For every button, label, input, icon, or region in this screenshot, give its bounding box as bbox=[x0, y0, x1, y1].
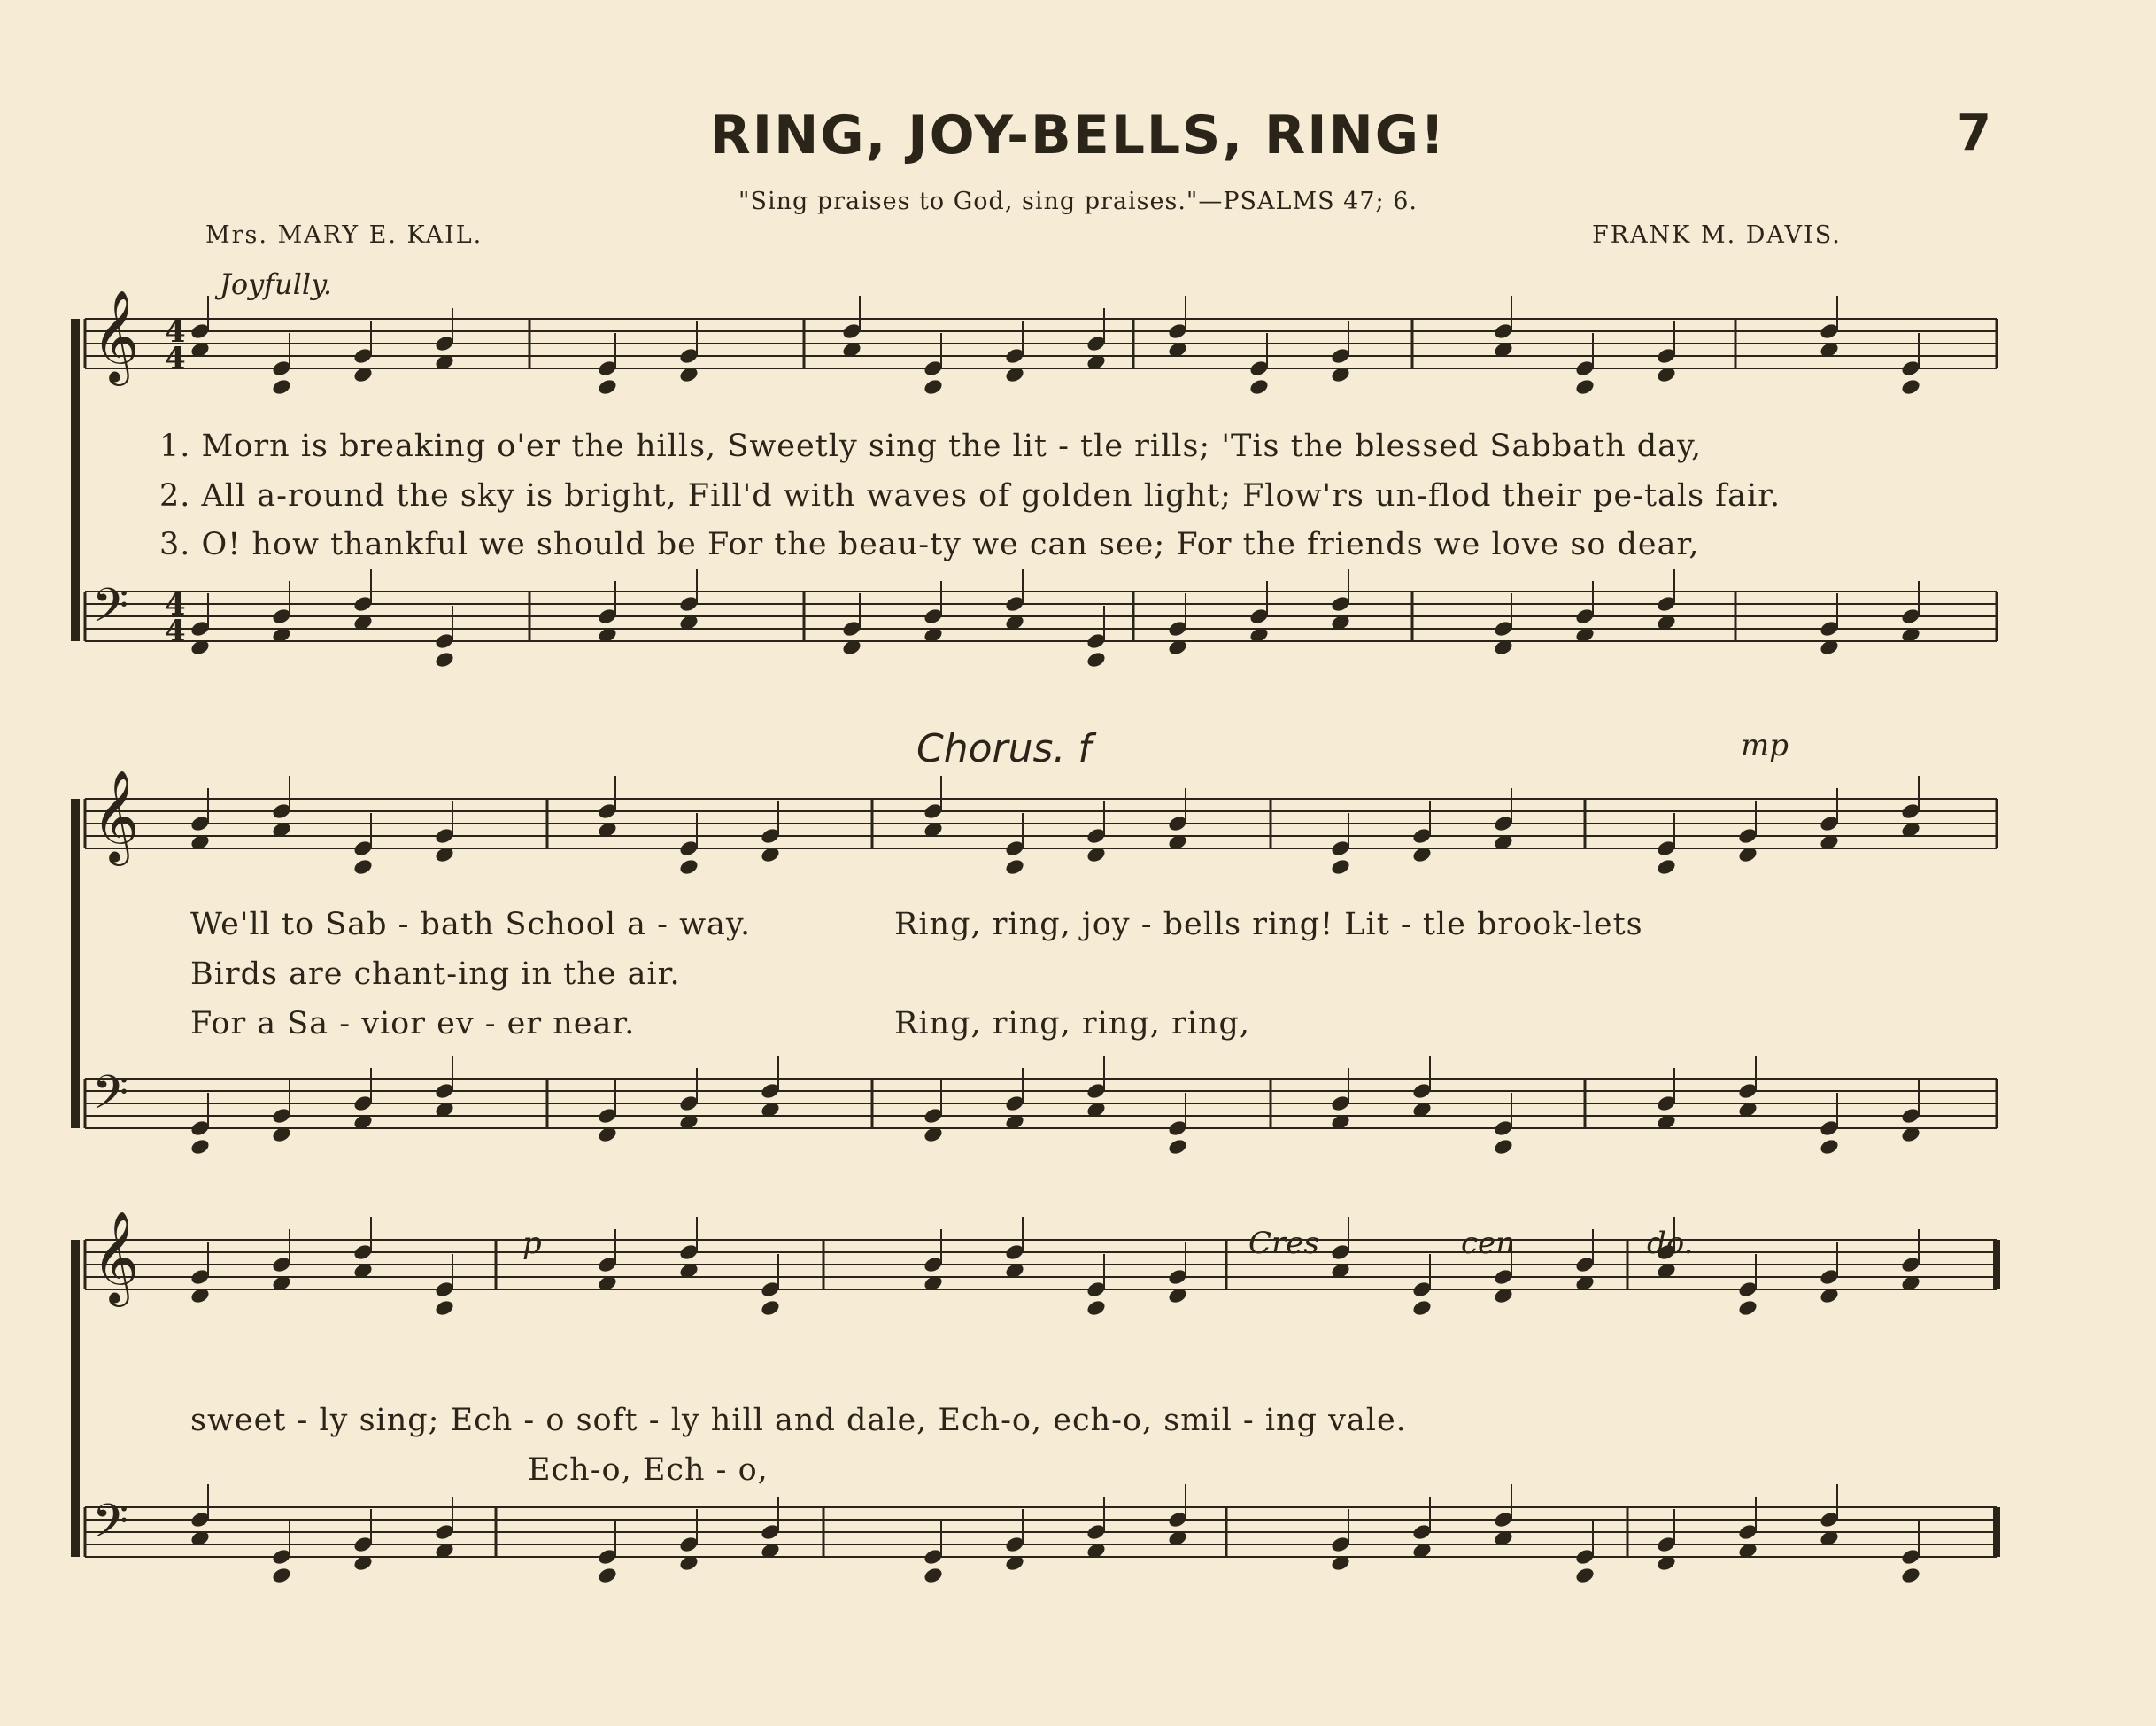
verse-3-line: For a Sa - vior ev - er near. bbox=[190, 1006, 636, 1041]
system-brace bbox=[71, 319, 80, 641]
bass-clef-icon: 𝄢 bbox=[92, 579, 129, 645]
chorus-line: Ring, ring, ring, ring, bbox=[894, 1006, 1250, 1041]
notehead-icon bbox=[1656, 857, 1677, 876]
notehead-icon bbox=[352, 857, 374, 876]
time-signature: 4 bbox=[165, 614, 186, 649]
system-brace bbox=[71, 799, 80, 1128]
notehead-icon bbox=[1900, 1566, 1921, 1584]
dynamic-mp: mp bbox=[1741, 728, 1789, 763]
dynamic-do: do. bbox=[1647, 1226, 1694, 1261]
verse-2-line: 2. All a-round the sky is bright, Fill'd with waves of golden light; Flow'rs un-flod their pe-tals fair. bbox=[159, 478, 1781, 514]
notehead-icon bbox=[1004, 857, 1025, 876]
dynamic-p: p bbox=[522, 1226, 542, 1261]
notehead-icon bbox=[1411, 1298, 1433, 1317]
treble-clef-icon: 𝄞 bbox=[92, 290, 140, 383]
notehead-icon bbox=[1330, 857, 1351, 876]
time-signature: 4 bbox=[165, 314, 186, 350]
notehead-icon bbox=[1086, 1298, 1107, 1317]
page-number: 7 bbox=[1957, 104, 1991, 162]
treble-clef-icon: 𝄞 bbox=[92, 1211, 140, 1304]
chorus-line: sweet - ly sing; Ech - o soft - ly hill and dale, Ech-o, ech-o, smil - ing vale. bbox=[190, 1403, 1407, 1438]
notehead-icon bbox=[1167, 1137, 1188, 1156]
notehead-icon bbox=[1819, 1137, 1840, 1156]
chorus-line: Ring, ring, joy - bells ring! Lit - tle brook-lets bbox=[894, 907, 1643, 942]
notehead-icon bbox=[678, 857, 699, 876]
notehead-icon bbox=[271, 377, 292, 396]
verse-1-line: We'll to Sab - bath School a - way. bbox=[190, 907, 752, 942]
verse-2-line: Birds are chant-ing in the air. bbox=[190, 956, 681, 992]
composer-credit: FRANK M. DAVIS. bbox=[1592, 221, 1842, 249]
system-brace bbox=[71, 1240, 80, 1557]
notehead-icon bbox=[1248, 377, 1270, 396]
tempo-marking: Joyfully. bbox=[220, 267, 333, 301]
hymn-title: RING, JOY-BELLS, RING! bbox=[709, 104, 1447, 166]
verse-1-line: 1. Morn is breaking o'er the hills, Sweetly sing the lit - tle rills; 'Tis the blessed Sabbath day, bbox=[159, 429, 1703, 464]
time-signature: 4 bbox=[165, 341, 186, 376]
notehead-icon bbox=[1900, 377, 1921, 396]
notehead-icon bbox=[434, 650, 455, 669]
notehead-icon bbox=[434, 1298, 455, 1317]
notehead-icon bbox=[1737, 1298, 1758, 1317]
notehead-icon bbox=[1086, 650, 1107, 669]
notehead-icon bbox=[1574, 1566, 1596, 1584]
notehead-icon bbox=[1493, 1137, 1514, 1156]
bass-clef-icon: 𝄢 bbox=[92, 1495, 129, 1560]
notehead-icon bbox=[597, 1566, 618, 1584]
bass-clef-icon: 𝄢 bbox=[92, 1066, 129, 1132]
verse-3-line: 3. O! how thankful we should be For the beau-ty we can see; For the friends we love so dear, bbox=[159, 527, 1700, 562]
lyricist-credit: Mrs. MARY E. KAIL. bbox=[205, 221, 483, 249]
notehead-icon bbox=[597, 377, 618, 396]
notehead-icon bbox=[1574, 377, 1596, 396]
treble-clef-icon: 𝄞 bbox=[92, 770, 140, 863]
notehead-icon bbox=[923, 377, 944, 396]
chorus-line: Ech-o, Ech - o, bbox=[528, 1452, 769, 1488]
dynamic-cen: cen bbox=[1461, 1226, 1516, 1261]
notehead-icon bbox=[189, 1137, 211, 1156]
notehead-icon bbox=[923, 1566, 944, 1584]
chorus-marking: Chorus. f bbox=[916, 726, 1092, 771]
time-signature: 4 bbox=[165, 587, 186, 623]
notehead-icon bbox=[760, 1298, 781, 1317]
dynamic-cres: Cres bbox=[1248, 1226, 1319, 1261]
notehead-icon bbox=[271, 1566, 292, 1584]
epigraph: "Sing praises to God, sing praises."—PSALMS 47; 6. bbox=[738, 188, 1418, 215]
